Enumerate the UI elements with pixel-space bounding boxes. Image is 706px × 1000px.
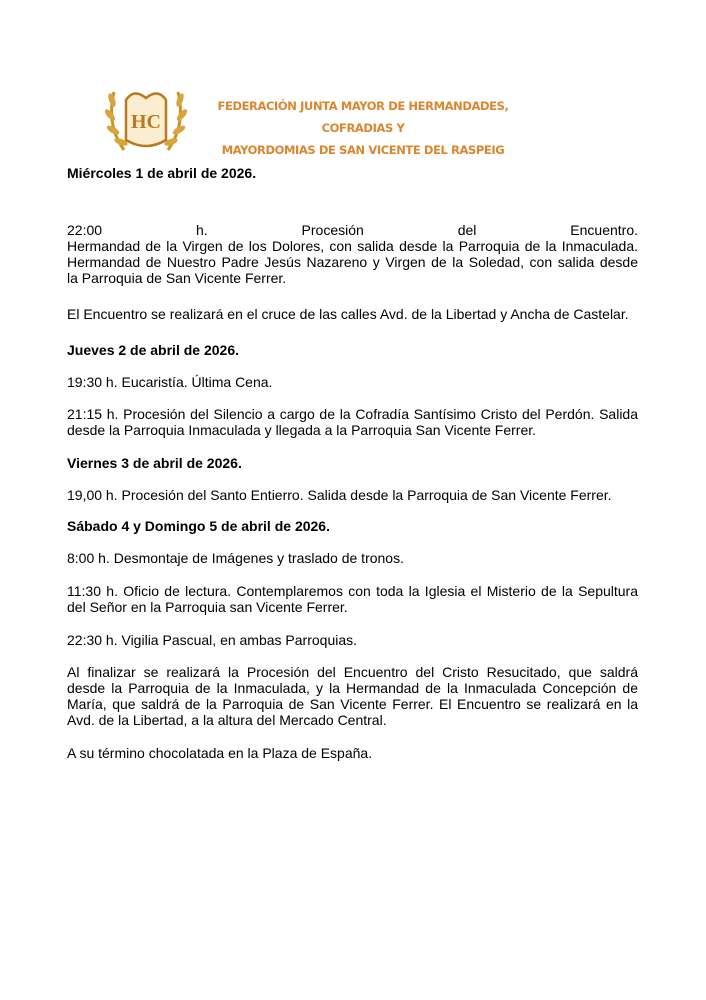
federation-header	[188, 95, 538, 161]
paragraph	[67, 222, 638, 286]
text-line: Hermandad de la Virgen de los Dolores, con salida desde la Parroquia de la Inmaculada.	[67, 238, 638, 254]
paragraph	[67, 487, 638, 503]
text-line: 22:30 h. Vigilia Pascual, en ambas Parroquias.	[67, 632, 358, 648]
text-line: 22:00 h. Procesión del Encuentro.	[67, 222, 638, 238]
text-line: 11:30 h. Oficio de lectura. Contemplaremos con toda la Iglesia el Misterio de la Sepultura	[67, 583, 638, 599]
text-line: 19:30 h. Eucaristía. Última Cena.	[67, 374, 273, 390]
paragraph	[67, 745, 638, 761]
text-line: 19,00 h. Procesión del Santo Entierro. Salida desde la Parroquia de San Vicente Ferrer.	[67, 487, 612, 503]
text-line: Hermandad de Nuestro Padre Jesús Nazareno y Virgen de la Soledad, con salida desde	[67, 254, 638, 270]
text-line: Miércoles 1 de abril de 2026.	[67, 165, 257, 181]
text-line: 21:15 h. Procesión del Silencio a cargo de la Cofradía Santísimo Cristo del Perdón. Salida	[67, 406, 638, 422]
text-line: Viernes 3 de abril de 2026.	[67, 455, 242, 471]
text-line: del Señor en la Parroquia san Vicente Ferrer.	[67, 599, 348, 615]
text-line: Avd. de la Libertad, a la altura del Mercado Central.	[67, 712, 387, 728]
text-line: Jueves 2 de abril de 2026.	[67, 342, 239, 358]
paragraph	[67, 632, 638, 648]
paragraph	[67, 583, 638, 615]
text-line: El Encuentro se realizará en el cruce de las calles Avd. de la Libertad y Ancha de Castelar.	[67, 306, 629, 322]
paragraph	[67, 306, 638, 322]
text-line: A su término chocolatada en la Plaza de España.	[67, 745, 373, 761]
text-line: desde la Parroquia de la Inmaculada, y la Hermandad de la Inmaculada Concepción de	[67, 680, 638, 696]
text-line: Al finalizar se realizará la Procesión del Encuentro del Cristo Resucitado, que saldrá	[67, 664, 638, 680]
text-line: la Parroquia de San Vicente Ferrer.	[67, 270, 287, 286]
header-line-2: MAYORDOMIAS DE SAN VICENTE DEL RASPEIG	[221, 143, 505, 157]
paragraph	[67, 406, 638, 438]
header-line-1: FEDERACIÓN JUNTA MAYOR DE HERMANDADES, COFRADIAS Y	[217, 99, 509, 135]
paragraph	[67, 374, 638, 390]
text-line: María, que saldrá de la Parroquia de San Vicente Ferrer. El Encuentro se realizará en la	[67, 696, 638, 712]
text-line: desde la Parroquia Inmaculada y llegada a la Parroquia San Vicente Ferrer.	[67, 422, 537, 438]
section-heading	[67, 518, 638, 534]
federation-logo	[104, 70, 188, 160]
section-heading	[67, 342, 638, 358]
text-line: Sábado 4 y Domingo 5 de abril de 2026.	[67, 518, 330, 534]
text-line: 8:00 h. Desmontaje de Imágenes y traslado de tronos.	[67, 550, 404, 566]
paragraph	[67, 550, 638, 566]
section-heading	[67, 165, 638, 181]
section-heading	[67, 455, 638, 471]
svg-text:HC: HC	[131, 111, 161, 133]
paragraph	[67, 664, 638, 728]
